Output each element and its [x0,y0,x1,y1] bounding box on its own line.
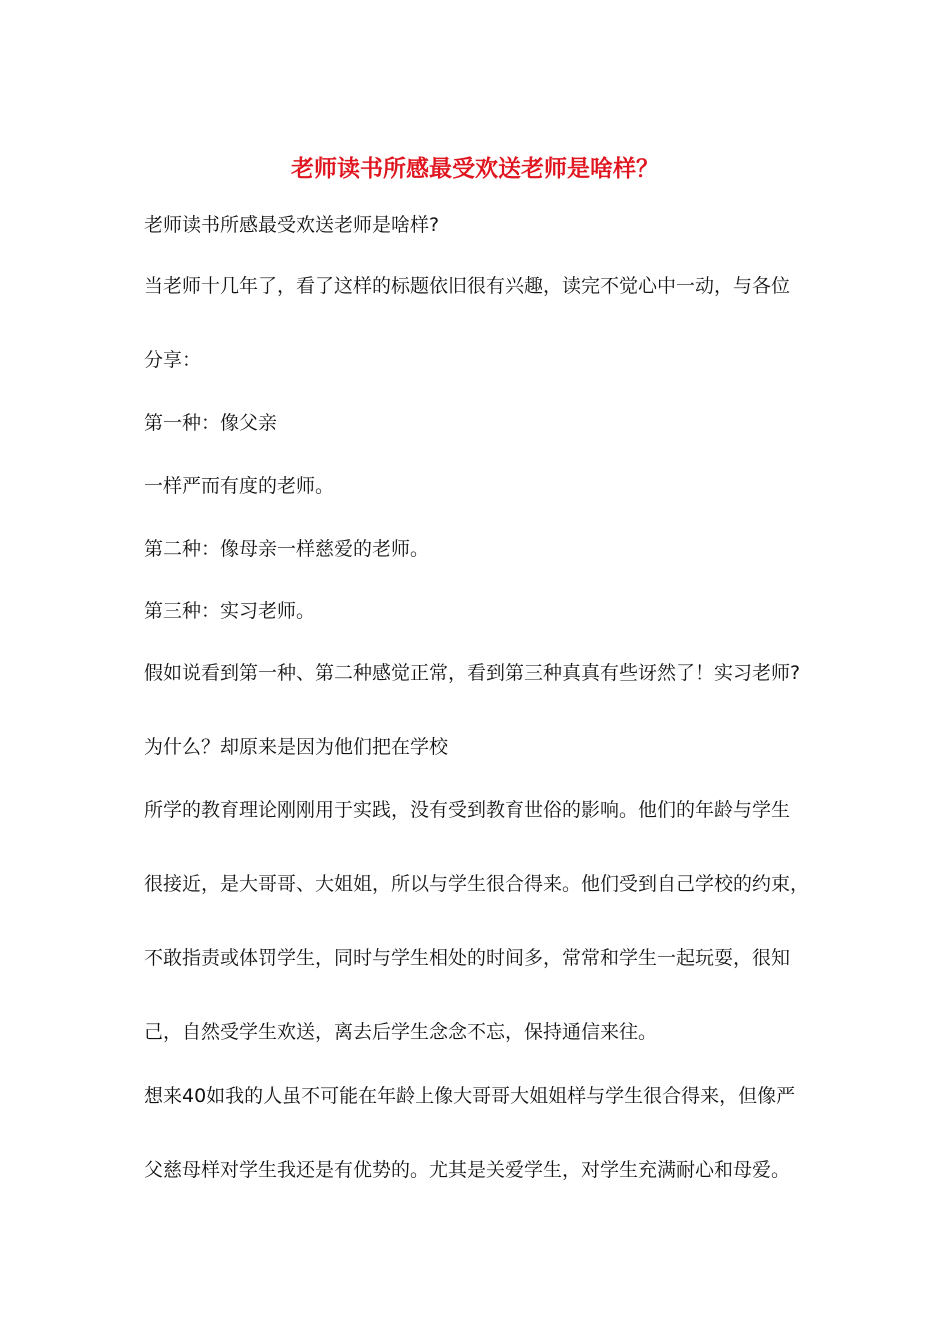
text-line-14: 想来40如我的人虽不可能在年龄上像大哥哥大姐姐样与学生很合得来，但像严 [144,1085,796,1107]
text-line-15: 父慈母样对学生我还是有优势的。尤其是关爱学生，对学生充满耐心和母爱。 [144,1159,791,1181]
text-line-12: 不敢指责或体罚学生，同时与学生相处的时间多，常常和学生一起玩耍，很知 [144,947,791,969]
text-line-10: 所学的教育理论刚刚用于实践，没有受到教育世俗的影响。他们的年龄与学生 [144,799,791,821]
text-line-1: 老师读书所感最受欢送老师是啥样? [144,214,440,236]
text-line-8: 假如说看到第一种、第二种感觉正常，看到第三种真真有些讶然了！实习老师? [144,662,801,684]
text-line-13: 己，自然受学生欢送，离去后学生念念不忘，保持通信来往。 [144,1021,658,1043]
text-line-3: 分享： [144,349,202,371]
text-line-6: 第二种：像母亲一样慈爱的老师。 [144,538,430,560]
text-line-4: 第一种：像父亲 [144,412,278,434]
document-title: 老师读书所感最受欢送老师是啥样？ [291,155,659,182]
text-line-11: 很接近，是大哥哥、大姐姐，所以与学生很合得来。他们受到自己学校的约束， [144,873,810,895]
text-line-7: 第三种：实习老师。 [144,600,316,622]
text-line-5: 一样严而有度的老师。 [144,475,335,497]
text-line-9: 为什么？却原来是因为他们把在学校 [144,736,449,758]
text-line-2: 当老师十几年了，看了这样的标题依旧很有兴趣，读完不觉心中一动，与各位 [144,275,791,297]
